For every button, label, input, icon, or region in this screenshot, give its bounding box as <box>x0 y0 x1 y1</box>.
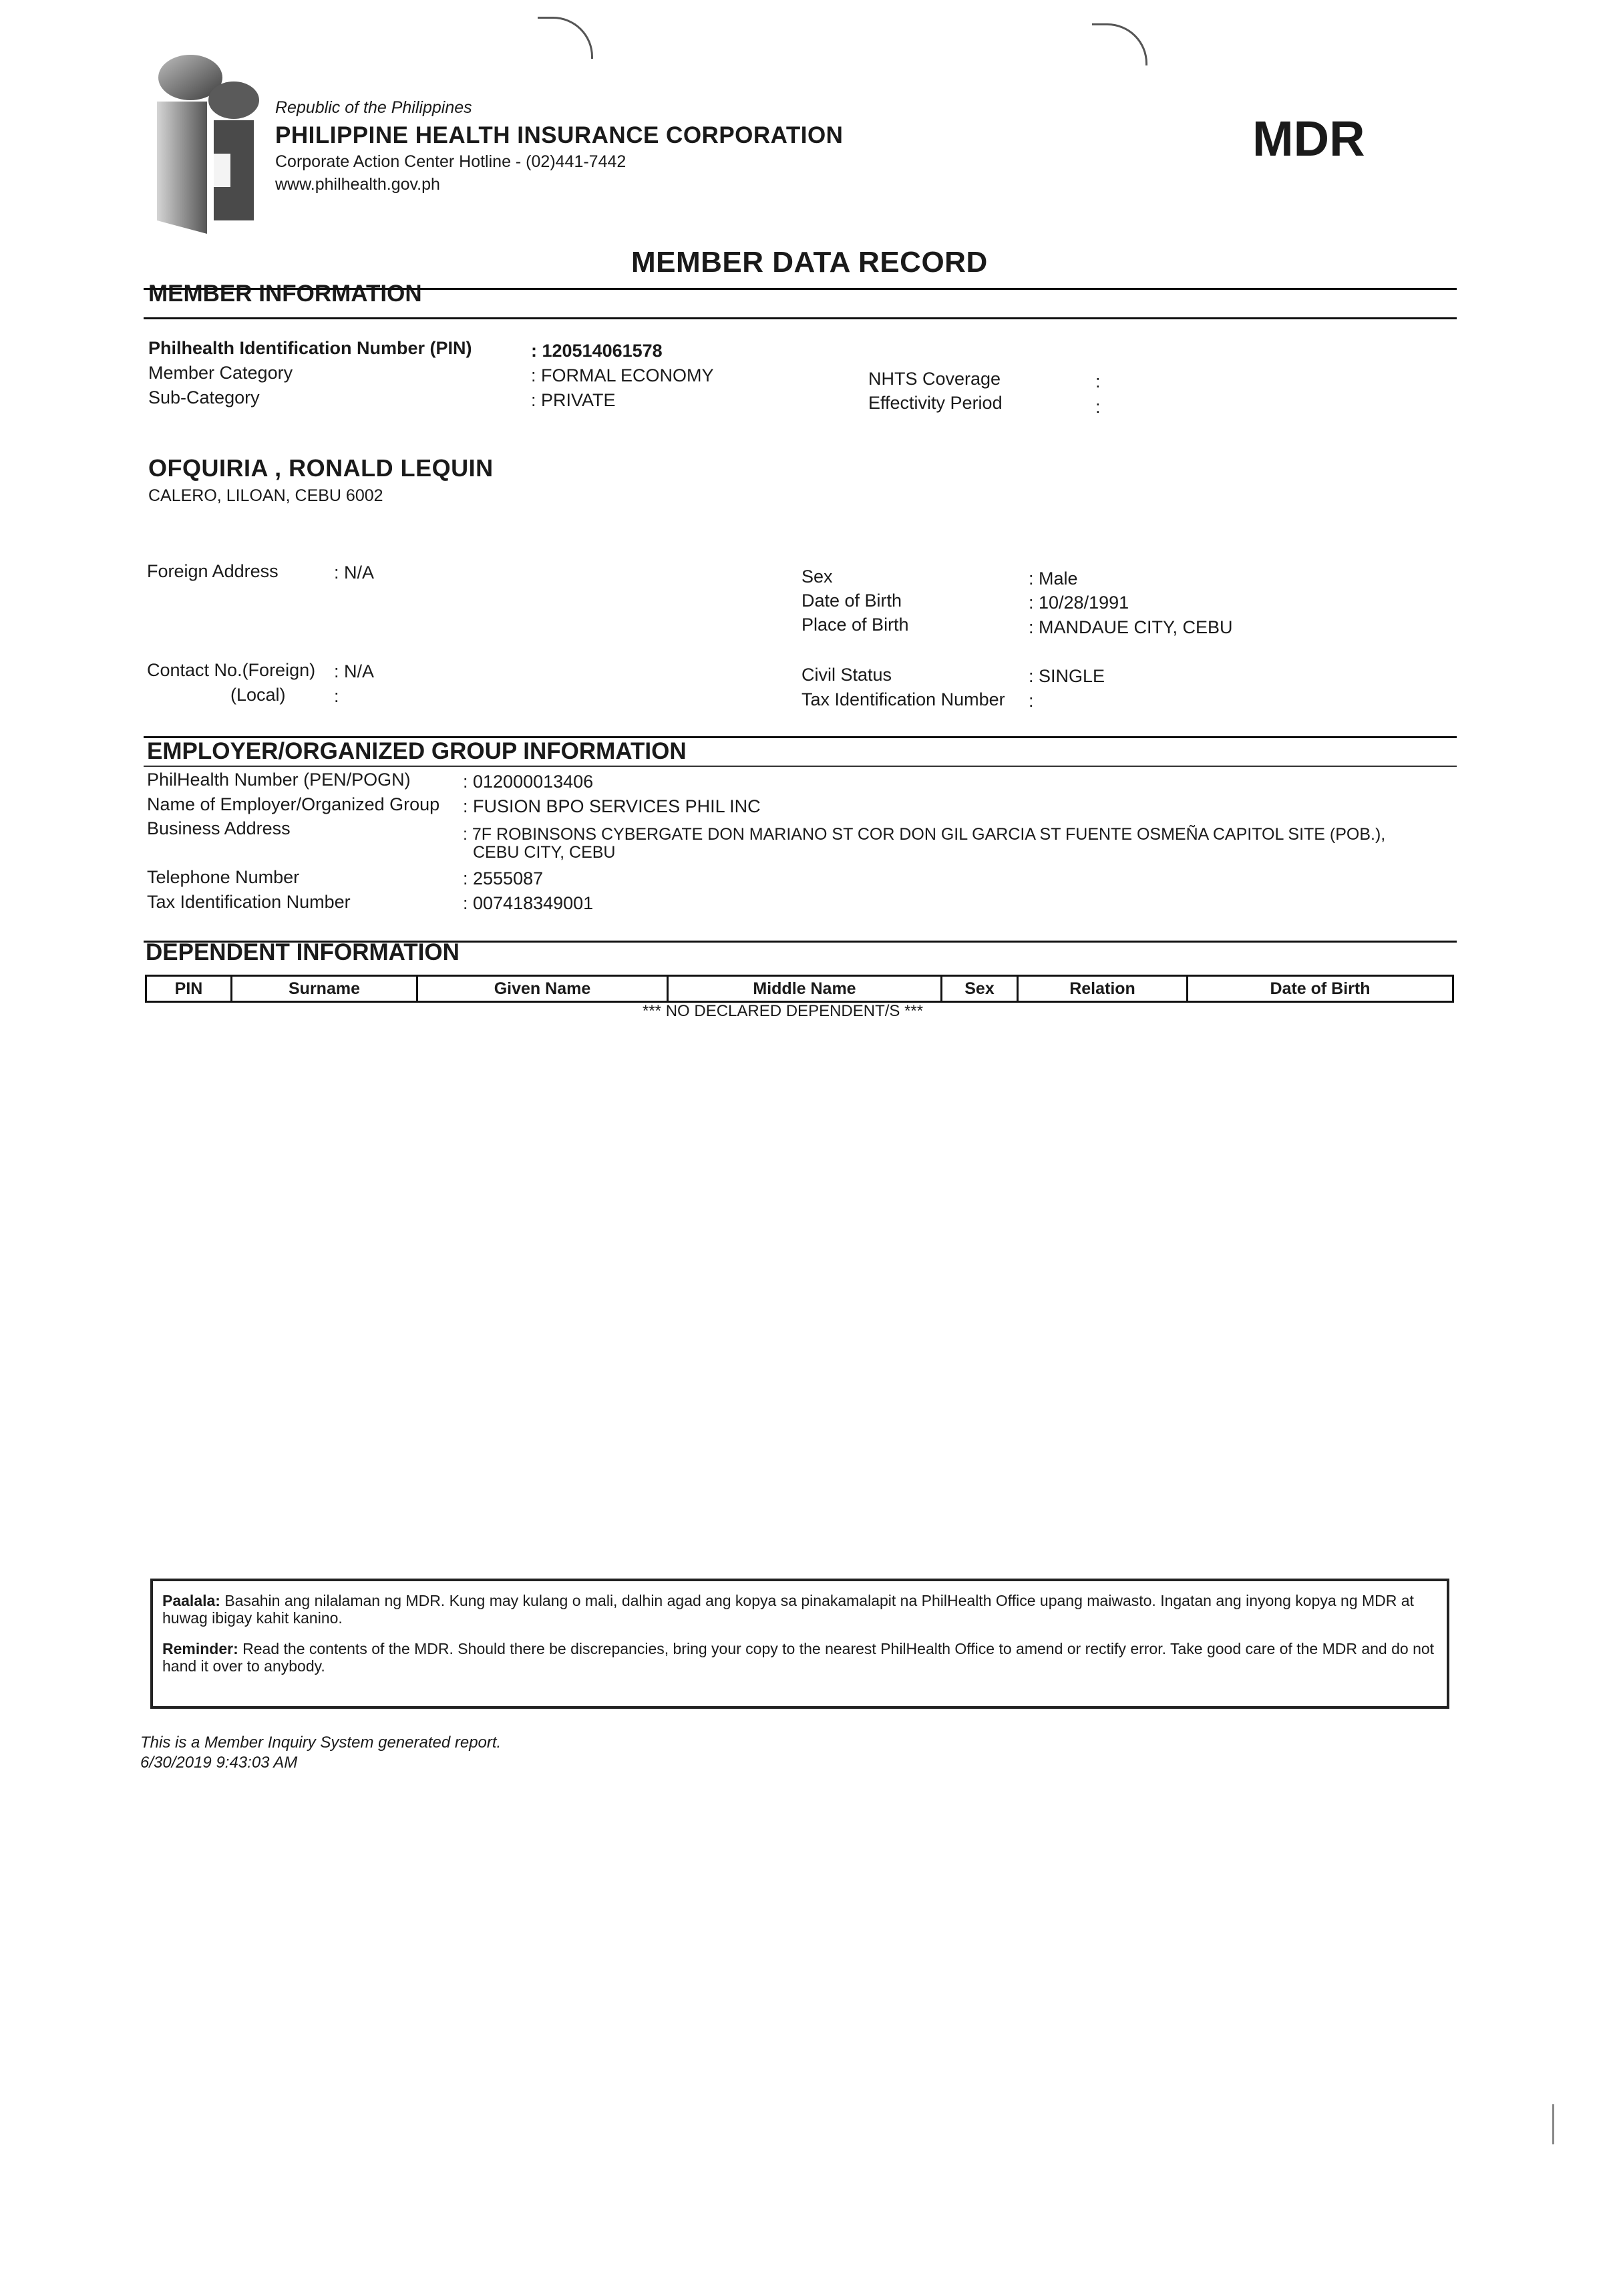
pob-value: : MANDAUE CITY, CEBU <box>1029 617 1233 637</box>
corporation-name: PHILIPPINE HEALTH INSURANCE CORPORATION <box>275 122 844 148</box>
dob-label: Date of Birth <box>801 591 902 611</box>
scan-mark-left <box>538 17 593 59</box>
effectivity-label: Effectivity Period <box>868 393 1003 413</box>
rule-member-bottom <box>144 317 1457 319</box>
subcategory-label: Sub-Category <box>148 387 260 407</box>
scan-mark-right <box>1092 23 1147 65</box>
form-code: MDR <box>1252 111 1365 166</box>
foreign-address-value: : N/A <box>334 562 375 583</box>
contact-foreign-value: : N/A <box>334 661 375 681</box>
page-title: MEMBER DATA RECORD <box>631 246 988 279</box>
col-sex: Sex <box>942 977 1019 1001</box>
paalala-text: Basahin ang nilalaman ng MDR. Kung may kulang o mali, dalhin agad ang kopya sa pinakamalapit na PhilHealth Office upang maiwasto. Ingatan ang inyong kopya ng MDR at huwag ibigay kahit kanino. <box>162 1592 1414 1627</box>
sex-label: Sex <box>801 566 833 587</box>
business-address-line2: CEBU CITY, CEBU <box>473 843 616 862</box>
dependent-section-heading: DEPENDENT INFORMATION <box>146 939 460 965</box>
member-address: CALERO, LILOAN, CEBU 6002 <box>148 486 383 505</box>
employer-section-heading: EMPLOYER/ORGANIZED GROUP INFORMATION <box>147 738 687 764</box>
employer-name-label: Name of Employer/Organized Group <box>147 794 440 814</box>
pob-label: Place of Birth <box>801 615 909 635</box>
civil-status-label: Civil Status <box>801 665 892 685</box>
col-date-of-birth: Date of Birth <box>1270 979 1371 998</box>
contact-foreign-label: Contact No.(Foreign) <box>147 660 316 680</box>
col-relation: Relation <box>1019 977 1188 1001</box>
member-name: OFQUIRIA , RONALD LEQUIN <box>148 454 494 482</box>
col-middle-name: Middle Name <box>669 977 942 1001</box>
sex-value: : Male <box>1029 568 1078 589</box>
reminder-label: Reminder: <box>162 1640 238 1657</box>
no-dependents-message: *** NO DECLARED DEPENDENT/S *** <box>643 1002 924 1020</box>
website-text: www.philhealth.gov.ph <box>275 175 440 194</box>
contact-local-label: (Local) <box>230 685 286 705</box>
hotline-text: Corporate Action Center Hotline - (02)441-7442 <box>275 152 627 171</box>
member-category-value: : FORMAL ECONOMY <box>531 365 714 385</box>
paalala-note <box>162 1592 1437 1627</box>
reminder-note <box>162 1640 1437 1675</box>
col-pin: PIN <box>147 977 232 1001</box>
nhts-value: : <box>1095 371 1101 391</box>
business-address-line1: : 7F ROBINSONS CYBERGATE DON MARIANO ST COR DON GIL GARCIA ST FUENTE OSMEÑA CAPITOL SITE (POB.), <box>463 825 1386 844</box>
telephone-label: Telephone Number <box>147 867 300 887</box>
pin-value: : 120514061578 <box>531 341 663 361</box>
business-address-label: Business Address <box>147 818 291 838</box>
nhts-label: NHTS Coverage <box>868 369 1001 389</box>
member-tin-value: : <box>1029 691 1034 711</box>
member-category-label: Member Category <box>148 363 293 383</box>
civil-status-value: : SINGLE <box>1029 666 1105 686</box>
report-timestamp: 6/30/2019 9:43:03 AM <box>140 1754 298 1772</box>
rule-member-top <box>144 288 1457 290</box>
subcategory-value: : PRIVATE <box>531 390 616 410</box>
member-tin-label: Tax Identification Number <box>801 689 1005 709</box>
foreign-address-label: Foreign Address <box>147 561 279 581</box>
effectivity-value: : <box>1095 397 1101 417</box>
employer-tin-value: : 007418349001 <box>463 893 594 913</box>
dob-value: : 10/28/1991 <box>1029 593 1129 613</box>
contact-local-value: : <box>334 686 339 706</box>
col-given-name: Given Name <box>418 977 669 1001</box>
telephone-value: : 2555087 <box>463 868 544 888</box>
paalala-label: Paalala: <box>162 1592 220 1609</box>
republic-text: Republic of the Philippines <box>275 98 472 117</box>
scan-edge-mark <box>1552 2104 1554 2144</box>
col-surname: Surname <box>232 977 418 1001</box>
member-section-heading: MEMBER INFORMATION <box>148 281 422 307</box>
generated-report-note: This is a Member Inquiry System generated report. <box>140 1734 502 1752</box>
pen-value: : 012000013406 <box>463 772 594 792</box>
pin-label: Philhealth Identification Number (PIN) <box>148 338 472 358</box>
employer-tin-label: Tax Identification Number <box>147 892 351 912</box>
dependents-table-header <box>145 975 1454 1003</box>
philhealth-logo <box>150 53 271 234</box>
reminder-text: Read the contents of the MDR. Should there be discrepancies, bring your copy to the nearest PhilHealth Office to amend or rectify error. Take good care of the MDR and do not hand it over to anybody. <box>162 1640 1435 1675</box>
rule-employer-bottom <box>144 766 1457 767</box>
employer-name-value: : FUSION BPO SERVICES PHIL INC <box>463 796 761 816</box>
pen-label: PhilHealth Number (PEN/POGN) <box>147 770 411 790</box>
reminder-box <box>150 1579 1449 1709</box>
